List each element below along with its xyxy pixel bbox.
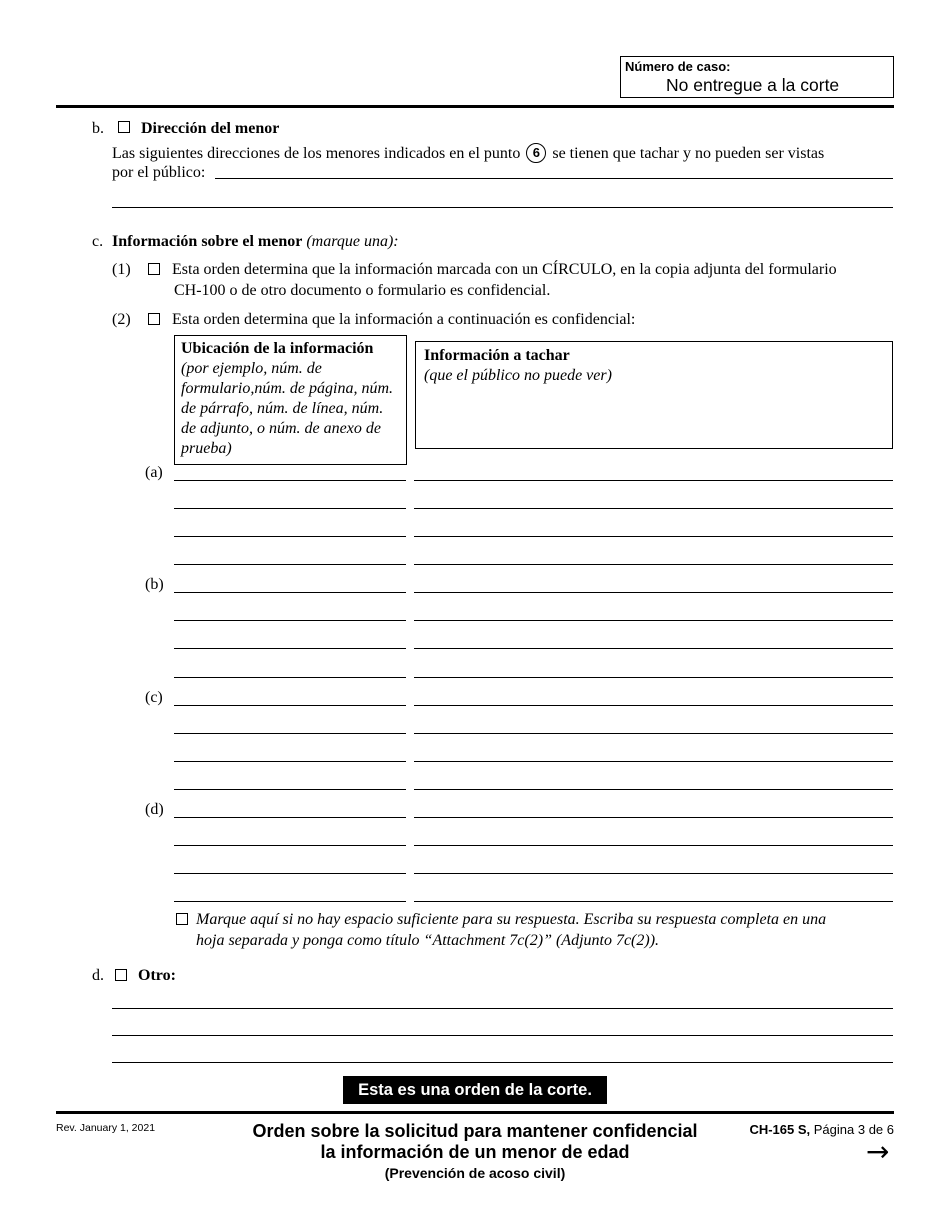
redact-field[interactable] bbox=[414, 789, 893, 790]
section-b-text-line2: por el público: bbox=[112, 164, 206, 181]
attachment-checkbox[interactable] bbox=[176, 913, 188, 925]
section-d-title: Otro: bbox=[138, 967, 176, 984]
redact-field[interactable] bbox=[414, 845, 893, 846]
revision-date: Rev. January 1, 2021 bbox=[56, 1122, 156, 1134]
footer-rule bbox=[56, 1111, 894, 1114]
section-b-title: Dirección del menor bbox=[141, 120, 280, 137]
option-1-checkbox[interactable] bbox=[148, 263, 160, 275]
location-field[interactable] bbox=[174, 817, 406, 818]
location-column-header bbox=[174, 335, 407, 465]
location-field[interactable] bbox=[174, 536, 406, 537]
attachment-text-line1: Marque aquí si no hay espacio suficiente para su respuesta. Escriba su respuesta completa en una bbox=[196, 911, 827, 928]
page-number: Página 3 de 6 bbox=[813, 1122, 894, 1137]
location-field[interactable] bbox=[174, 873, 406, 874]
location-column-title: Ubicación de la información bbox=[181, 340, 374, 357]
section-b-letter: b. bbox=[92, 120, 104, 137]
option-2-checkbox[interactable] bbox=[148, 313, 160, 325]
row-label: (d) bbox=[145, 801, 164, 818]
section-d-field-3[interactable] bbox=[112, 1062, 893, 1063]
form-id: CH-165 S, bbox=[749, 1122, 811, 1137]
section-b-text-after: se tienen que tachar y no pueden ser vistas bbox=[552, 145, 825, 162]
redact-field[interactable] bbox=[414, 648, 893, 649]
section-b-text-before: Las siguientes direcciones de los menores indicados en el punto bbox=[112, 145, 521, 162]
location-field[interactable] bbox=[174, 620, 406, 621]
next-page-arrow-icon: → bbox=[866, 1135, 890, 1168]
redact-field[interactable] bbox=[414, 564, 893, 565]
option-1-text-line2: CH-100 o de otro documento o formulario es confidencial. bbox=[174, 282, 551, 299]
location-column-note: (por ejemplo, núm. de formulario,núm. de página, núm. de párrafo, núm. de línea, núm. de adjunto, o núm. de anexo de prueba) bbox=[181, 360, 393, 457]
location-field[interactable] bbox=[174, 845, 406, 846]
option-2-text: Esta orden determina que la información a continuación es confidencial: bbox=[172, 311, 636, 328]
row-label: (c) bbox=[145, 689, 163, 706]
redact-field[interactable] bbox=[414, 620, 893, 621]
redact-column-title: Información a tachar bbox=[424, 347, 570, 364]
section-d-checkbox[interactable] bbox=[115, 969, 127, 981]
location-field[interactable] bbox=[174, 705, 406, 706]
case-number-value: No entregue a la corte bbox=[666, 75, 840, 95]
redact-column-header bbox=[415, 341, 893, 449]
location-field[interactable] bbox=[174, 789, 406, 790]
attachment-text-line2: hoja separada y ponga como título “Attachment 7c(2)” (Adjunto 7c(2)). bbox=[196, 932, 660, 949]
location-field[interactable] bbox=[174, 901, 406, 902]
section-c-title: Información sobre el menor bbox=[112, 233, 303, 250]
redact-field[interactable] bbox=[414, 508, 893, 509]
option-1-text-line1: Esta orden determina que la información marcada con un CÍRCULO, en la copia adjunta del formulario bbox=[172, 261, 837, 278]
redact-field[interactable] bbox=[414, 733, 893, 734]
section-d-field-1[interactable] bbox=[112, 1008, 893, 1009]
form-subtitle: (Prevención de acoso civil) bbox=[384, 1165, 566, 1181]
location-field[interactable] bbox=[174, 648, 406, 649]
location-field[interactable] bbox=[174, 761, 406, 762]
section-b-address-field-1[interactable] bbox=[215, 178, 893, 179]
row-label: (b) bbox=[145, 576, 164, 593]
case-number-box bbox=[620, 56, 894, 98]
row-label: (a) bbox=[145, 464, 163, 481]
section-d-letter: d. bbox=[92, 967, 104, 984]
section-c-heading bbox=[112, 232, 399, 252]
redact-field[interactable] bbox=[414, 592, 893, 593]
location-field[interactable] bbox=[174, 508, 406, 509]
redact-field[interactable] bbox=[414, 817, 893, 818]
location-field[interactable] bbox=[174, 564, 406, 565]
redact-column-note: (que el público no puede ver) bbox=[424, 367, 612, 384]
location-field[interactable] bbox=[174, 592, 406, 593]
section-b-text-line1 bbox=[112, 143, 824, 164]
option-1-number: (1) bbox=[112, 261, 131, 278]
form-title-line2: la información de un menor de edad bbox=[320, 1142, 630, 1162]
item-6-ref-icon: 6 bbox=[526, 143, 546, 163]
section-c-letter: c. bbox=[92, 233, 104, 250]
form-title-line1: Orden sobre la solicitud para mantener confidencial bbox=[252, 1121, 698, 1141]
redact-field[interactable] bbox=[414, 677, 893, 678]
court-order-banner: Esta es una orden de la corte. bbox=[343, 1076, 607, 1104]
redact-field[interactable] bbox=[414, 873, 893, 874]
location-field[interactable] bbox=[174, 677, 406, 678]
section-b-checkbox[interactable] bbox=[118, 121, 130, 133]
redact-field[interactable] bbox=[414, 480, 893, 481]
header-rule bbox=[56, 105, 894, 108]
redact-field[interactable] bbox=[414, 705, 893, 706]
section-d-field-2[interactable] bbox=[112, 1035, 893, 1036]
redact-field[interactable] bbox=[414, 536, 893, 537]
case-number-label: Número de caso: bbox=[625, 59, 731, 74]
section-b-address-field-2[interactable] bbox=[112, 207, 893, 208]
option-2-number: (2) bbox=[112, 311, 131, 328]
redact-field[interactable] bbox=[414, 761, 893, 762]
section-c-note: (marque una): bbox=[306, 233, 399, 250]
location-field[interactable] bbox=[174, 733, 406, 734]
redact-field[interactable] bbox=[414, 901, 893, 902]
location-field[interactable] bbox=[174, 480, 406, 481]
